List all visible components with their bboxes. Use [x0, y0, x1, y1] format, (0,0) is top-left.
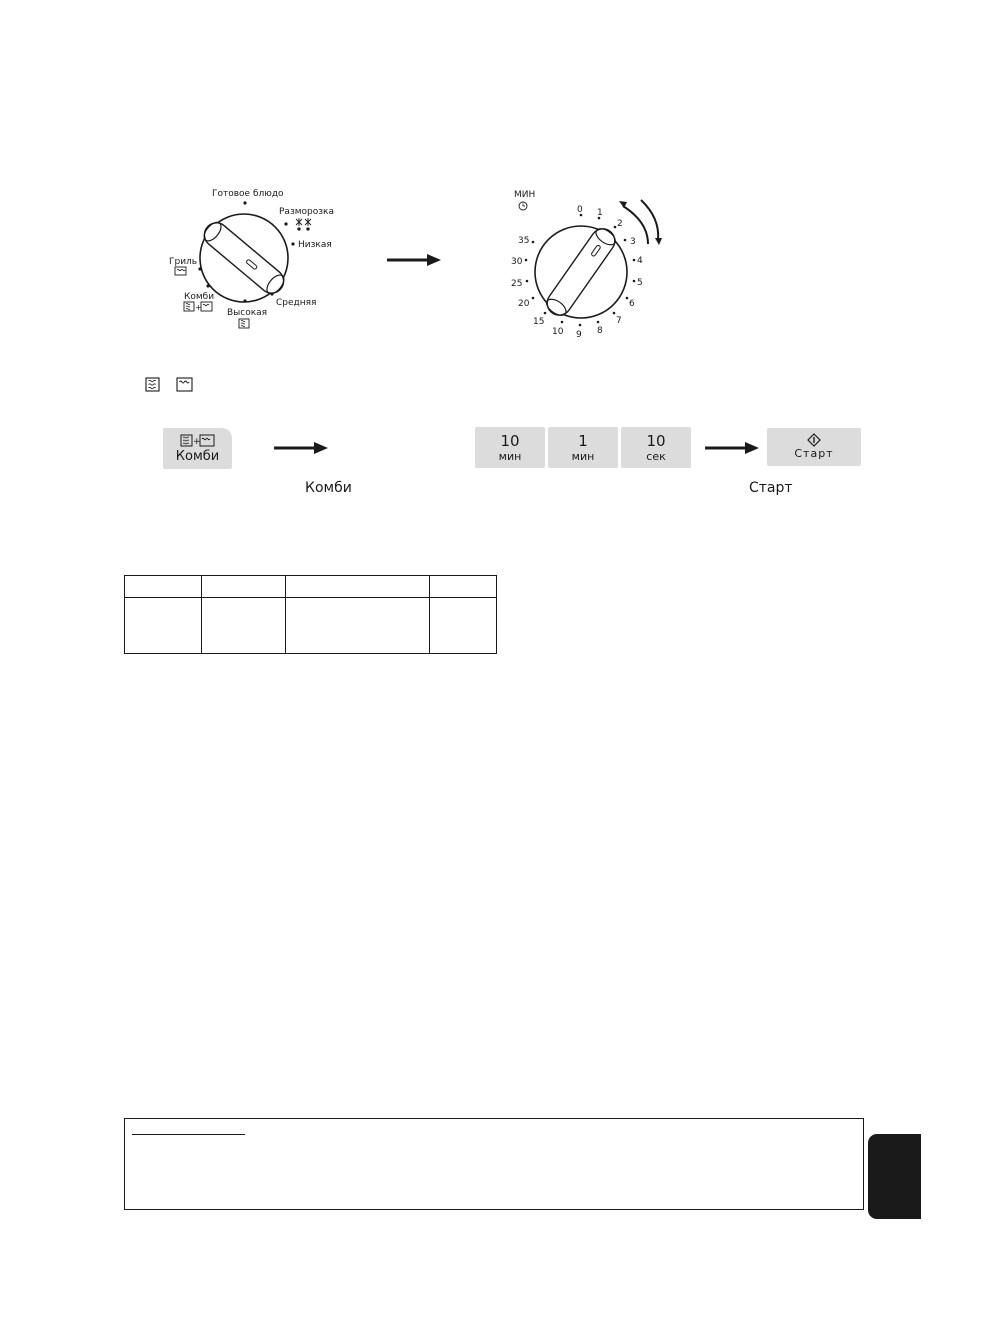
table-header-row [125, 576, 497, 598]
timer-tick: 15 [533, 317, 545, 327]
time-button-unit: мин [498, 449, 522, 463]
timer-tick: 9 [576, 330, 582, 340]
timer-tick: 7 [616, 316, 622, 326]
combi-mode-icon [180, 434, 216, 448]
table-cell [429, 576, 496, 598]
start-caption: Старт [749, 480, 793, 496]
timer-tick: 35 [518, 236, 530, 246]
svg-text:+: + [195, 303, 202, 312]
defrost-label: Разморозка [279, 207, 334, 217]
medium-label: Средняя [276, 298, 317, 308]
section-tab-marker [868, 1134, 921, 1219]
timer-tick: 1 [597, 208, 603, 218]
timer-tick: 4 [637, 256, 643, 266]
timer-tick: 8 [597, 326, 603, 336]
time-button-10-min[interactable] [475, 427, 545, 468]
time-button-unit: мин [571, 449, 595, 463]
note-box [124, 1118, 864, 1210]
combi-button-label: Комби [175, 448, 220, 464]
combi-caption: Комби [305, 480, 352, 496]
low-label: Низкая [298, 240, 332, 250]
combi-mode-icon [184, 302, 212, 312]
timer-tick: 25 [511, 279, 523, 289]
timer-dial [500, 180, 680, 345]
note-heading-underline [132, 1134, 245, 1135]
time-button-value: 10 [500, 431, 520, 450]
settings-table [124, 575, 497, 654]
table-cell [285, 576, 429, 598]
table-cell [125, 598, 202, 654]
table-row [125, 598, 497, 654]
timer-unit-label: МИН [514, 190, 536, 200]
timer-tick: 2 [617, 219, 623, 229]
defrost-icon [296, 218, 311, 230]
time-button-10-sec[interactable] [621, 427, 691, 468]
timer-tick: 0 [577, 205, 583, 215]
high-label: Высокая [227, 308, 268, 318]
clock-icon [519, 202, 527, 210]
mode-dial [150, 180, 350, 340]
ready-meal-label: Готовое блюдо [212, 189, 284, 199]
timer-tick: 5 [637, 278, 643, 288]
microwave-icon [239, 319, 249, 328]
svg-text:+: + [192, 436, 201, 447]
grill-icon [176, 377, 194, 393]
time-button-unit: сек [646, 449, 666, 463]
table-cell [429, 598, 496, 654]
combi-button[interactable] [163, 428, 232, 469]
microwave-icon [145, 377, 161, 393]
timer-tick: 6 [629, 299, 635, 309]
grill-icon [175, 267, 186, 275]
timer-tick: 30 [511, 257, 523, 267]
table-cell [125, 576, 202, 598]
table-cell [285, 598, 429, 654]
arrow-right-icon [385, 252, 445, 268]
combi-label: Комби [184, 292, 215, 302]
table-cell [202, 598, 285, 654]
arrow-right-icon [703, 440, 763, 456]
arrow-right-icon [272, 440, 332, 456]
timer-tick: 3 [630, 237, 636, 247]
grill-label: Гриль [169, 257, 198, 267]
start-button-label: Старт [794, 447, 834, 460]
timer-tick: 10 [552, 327, 564, 337]
start-icon [807, 433, 821, 447]
table-cell [202, 576, 285, 598]
time-button-value: 1 [578, 431, 588, 450]
time-button-value: 10 [646, 431, 666, 450]
start-button[interactable] [767, 428, 861, 466]
timer-tick: 20 [518, 299, 530, 309]
time-button-1-min[interactable] [548, 427, 618, 468]
